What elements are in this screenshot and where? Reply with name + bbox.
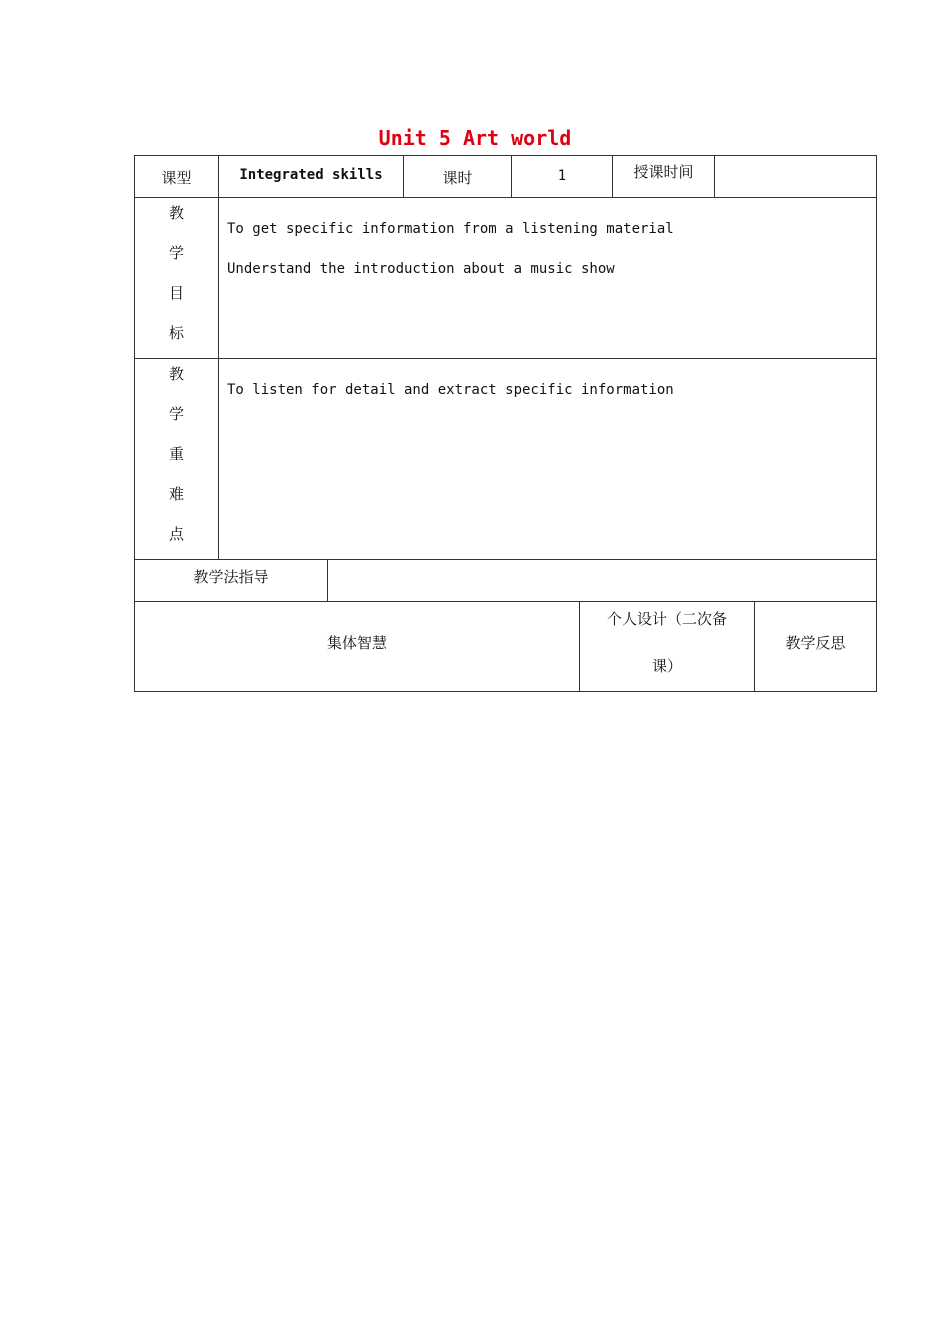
period-value: 1 [557,168,567,184]
personal-design-header-line2: 课） [651,657,682,675]
label-char: 难 [168,485,184,503]
period-label: 课时 [442,169,473,187]
label-char: 重 [168,445,184,463]
table-border-right [876,155,877,692]
objectives-label [135,199,218,359]
column-divider [218,197,219,559]
key-point-line: To listen for detail and extract specific information [227,382,674,398]
row-divider [134,601,877,602]
objective-line: Understand the introduction about a music show [227,261,615,277]
key-points-label [135,360,218,560]
personal-design-header-line1: 个人设计（二次备 [606,610,727,628]
label-char: 学 [168,244,184,262]
label-char: 点 [168,525,184,543]
teaching-method-label: 教学法指导 [193,568,269,586]
lesson-type-label: 课型 [161,169,192,187]
label-char: 目 [168,284,184,302]
label-char: 教 [168,365,184,383]
table-border-top [134,155,877,156]
objective-line: To get specific information from a listening material [227,221,674,237]
label-char: 教 [168,204,184,222]
label-char: 标 [168,324,184,342]
row-divider [134,358,877,359]
column-divider [714,155,715,197]
row-divider [134,559,877,560]
row-divider [134,197,877,198]
collective-wisdom-header: 集体智慧 [326,634,387,652]
document-title: Unit 5 Art world [378,126,572,150]
label-char: 学 [168,405,184,423]
teaching-reflection-header: 教学反思 [785,634,846,652]
table-border-bottom [134,691,877,692]
lesson-type-value: Integrated skills [239,167,383,183]
teaching-time-label: 授课时间 [633,163,694,181]
column-divider [327,559,328,601]
